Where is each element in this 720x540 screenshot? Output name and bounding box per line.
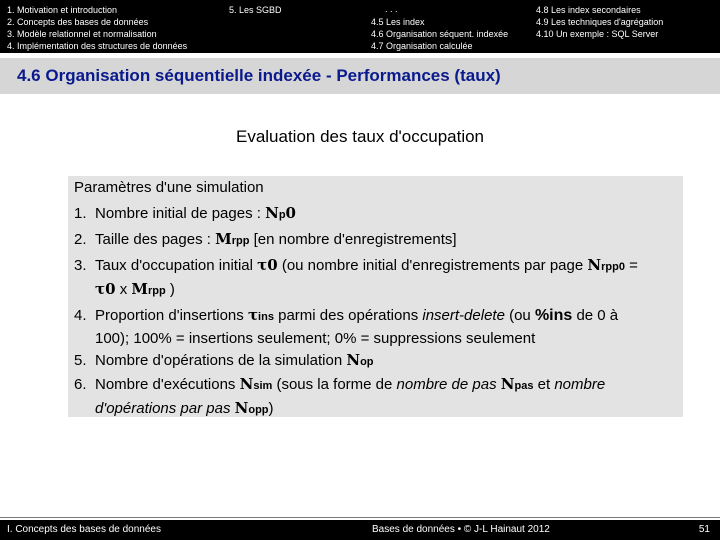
- item-text: 100); 100% = insertions seulement; 0% = suppressions seulement: [95, 330, 536, 347]
- page-number: 51: [698, 524, 710, 535]
- item-text: Nombre d'exécutions: [95, 376, 240, 393]
- symbol-tail: 0: [285, 204, 296, 222]
- item-text: (ou nombre initial d'enregistrements par page: [277, 257, 588, 274]
- item-text: Nombre initial de pages :: [95, 205, 266, 222]
- list-item: [74, 349, 374, 373]
- item-number: 1.: [74, 205, 87, 222]
- symbol-sub: ins: [258, 311, 274, 323]
- item-text: [en nombre d'enregistrements]: [249, 231, 457, 248]
- symbol-main: M: [131, 280, 148, 298]
- item-text: Taux d'occupation initial: [95, 257, 258, 274]
- list-item: [74, 373, 605, 421]
- tau-symbol: τ: [95, 280, 106, 298]
- symbol-sub: rpp0: [601, 261, 625, 273]
- symbol-sub: p: [278, 209, 286, 221]
- symbol-sub: pas: [514, 380, 534, 392]
- item-emphasis: nombre: [554, 376, 606, 393]
- item-text: Nombre d'opérations de la simulation: [95, 352, 347, 369]
- chapter-link[interactable]: 1. Motivation et introduction: [7, 5, 118, 15]
- item-text: ): [165, 281, 175, 298]
- chapter-link-sgbd[interactable]: 5. Les SGBD: [229, 5, 282, 15]
- top-navigation-bar: [0, 0, 720, 53]
- footer-copyright: Bases de données • © J-L Hainaut 2012: [372, 524, 550, 535]
- symbol-sub: op: [360, 356, 374, 368]
- symbol-sub: opp: [248, 404, 269, 416]
- footer-chapter: I. Concepts des bases de données: [7, 524, 161, 535]
- section-link[interactable]: 4.7 Organisation calculée: [371, 41, 473, 51]
- section-link[interactable]: 4.8 Les index secondaires: [536, 5, 641, 15]
- symbol-sub: rpp: [147, 285, 166, 297]
- chapter-link[interactable]: 2. Concepts des bases de données: [7, 17, 149, 27]
- symbol-zero: 0: [105, 280, 116, 298]
- section-ellipsis: . . .: [385, 4, 398, 14]
- slide-title: 4.6 Organisation séquentielle indexée - Performances (taux): [17, 66, 501, 85]
- item-emphasis: insert-delete: [422, 307, 505, 324]
- symbol-main: N: [346, 351, 361, 369]
- item-emphasis: nombre de pas: [396, 376, 497, 393]
- item-text: Taille des pages :: [95, 231, 216, 248]
- section-link[interactable]: 4.6 Organisation séquent. indexée: [371, 29, 509, 39]
- symbol-main: N: [234, 399, 249, 417]
- chapter-link[interactable]: 4. Implémentation des structures de données: [7, 41, 188, 51]
- item-text: (sous la forme de: [272, 376, 397, 393]
- symbol-main: M: [215, 230, 232, 248]
- item-text: x: [115, 281, 132, 298]
- section-link[interactable]: 4.5 Les index: [371, 17, 425, 27]
- item-number: 6.: [74, 376, 87, 393]
- item-text: (ou: [504, 307, 535, 324]
- percent-symbol: %ins: [534, 307, 573, 324]
- item-text: parmi des opérations: [273, 307, 423, 324]
- simulation-heading: Paramètres d'une simulation: [74, 179, 264, 196]
- symbol-main: N: [587, 256, 602, 274]
- item-text: Proportion d'insertions: [95, 307, 248, 324]
- symbol-zero: 0: [267, 256, 278, 274]
- section-link[interactable]: 4.10 Un exemple : SQL Server: [536, 29, 659, 39]
- section-link[interactable]: 4.9 Les techniques d'agrégation: [536, 17, 664, 27]
- section-list: [371, 4, 716, 52]
- footer-bar: [0, 520, 720, 540]
- chapter-link[interactable]: 3. Modèle relationnel et normalisation: [7, 29, 157, 39]
- symbol-main: N: [239, 375, 254, 393]
- item-number: 3.: [74, 257, 87, 274]
- item-number: 2.: [74, 231, 87, 248]
- symbol-sub: sim: [253, 380, 273, 392]
- item-text: =: [624, 257, 638, 274]
- symbol-sub: rpp: [231, 235, 250, 247]
- item-emphasis: d'opérations par pas: [95, 400, 231, 417]
- list-item: [74, 304, 618, 350]
- slide-subtitle: Evaluation des taux d'occupation: [235, 127, 485, 146]
- symbol-main: N: [500, 375, 515, 393]
- tau-symbol: τ: [247, 306, 259, 324]
- item-text: de 0 à: [572, 307, 619, 324]
- chapter-list: [7, 4, 187, 52]
- item-number: 5.: [74, 352, 87, 369]
- symbol-main: N: [265, 204, 279, 222]
- list-item: [74, 202, 296, 226]
- list-item: [74, 254, 638, 302]
- list-item: [74, 228, 457, 252]
- footer-divider: [0, 517, 720, 518]
- tau-symbol: τ: [257, 256, 268, 274]
- item-text: ): [268, 400, 274, 417]
- item-text: et: [533, 376, 555, 393]
- item-number: 4.: [74, 307, 87, 324]
